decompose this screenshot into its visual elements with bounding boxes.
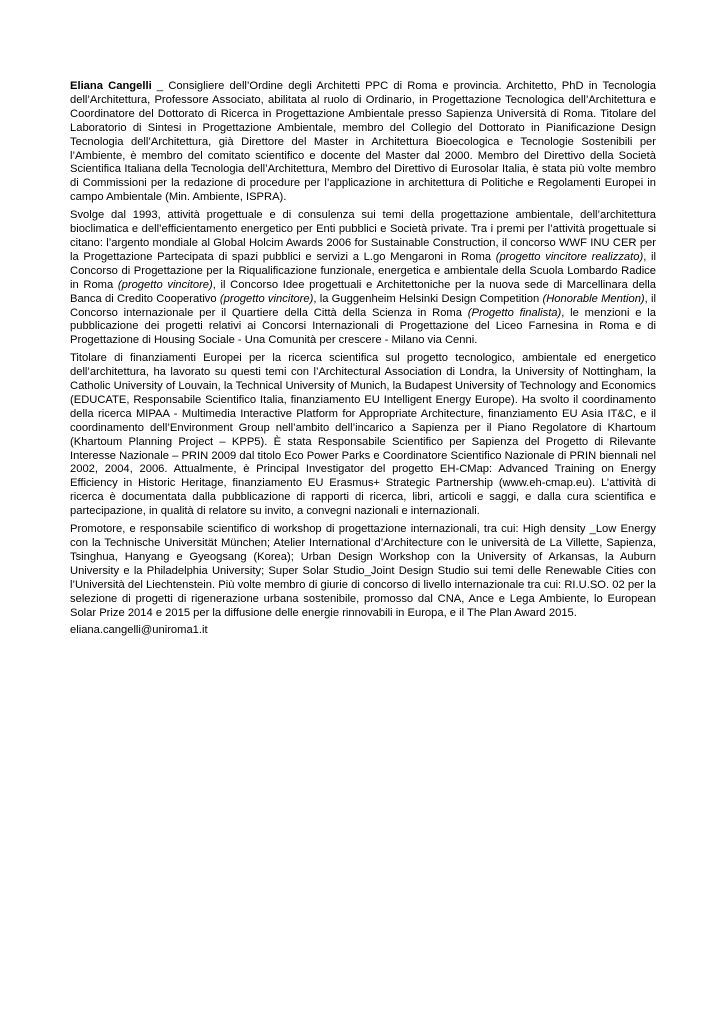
p2-text-6: , le menzioni e la pubblicazione dei progetti relativi ai Concorsi Internazionali di Progettazione del Liceo Farnesina in Roma e di Progettazione di Housing Sociale - Una Comunità per crescere - Milano via Cenni. bbox=[70, 306, 656, 347]
p2-text-5: , il Concorso internazionale per il Quartiere della Città della Scienza in Roma bbox=[70, 292, 657, 319]
p2-text-4: , la Guggenheim Helsinki Design Competition bbox=[313, 292, 543, 305]
bio-paragraph-4: Promotore, e responsabile scientifico di workshop di progettazione internazionali, tra cui: High density _Low Energy con la Technische Universität München; Atelier International d’Architecture con le università de La Villette, Sapienza, Tsinghua, Hanyang e Gyeogsang (Korea); Urban Design Workshop con la University of Arkansas, la Auburn University e la Philadelphia University; Super Solar Studio_Joint Design Studio sui temi delle Renewable Cities con l’Università del Liechtenstein. Più volte membro di giurie di concorso di livello internazionale tra cui: RI.U.SO. 02 per la selezione di progetti di rigenerazione urbana sostenibile, promosso dal CNA, Ance e Lega Ambiente, lo European Solar Prize 2014 e 2015 per la diffusione delle energie rinnovabili in Europa, e il The Plan Award 2015. bbox=[70, 523, 656, 619]
p2-text-2: , il Concorso di Progettazione per la Riqualificazione funzionale, energetica e ambientale della Scuola Lombardo Radice in Roma bbox=[70, 250, 657, 291]
p2-italic-2: (progetto vincitore) bbox=[117, 278, 213, 291]
author-name: Eliana Cangelli bbox=[70, 80, 152, 92]
p2-italic-4: (Honorable Mention) bbox=[542, 292, 645, 305]
p2-text-3: , il Concorso Idee progettuali e Architettoniche per la nuova sede di Marcellinara della Banca di Credito Cooperativo bbox=[70, 278, 656, 305]
p2-italic-5: (Progetto finalista) bbox=[467, 306, 562, 319]
contact-email[interactable]: eliana.cangelli@uniroma1.it bbox=[70, 624, 208, 637]
document-page bbox=[70, 80, 656, 638]
bio-paragraph-1-text: _ Consigliere dell’Ordine degli Architetti PPC di Roma e provincia. Architetto, PhD in Tecnologia dell’Architettura, Professore Associato, abilitata al ruolo di Ordinario, in Progettazione Tecnologica dell’Architettura e Coordinatore del Dottorato di Ricerca in Progettazione Ambientale presso Sapienza Università di Roma. Titolare del Laboratorio di Sintesi in Progettazione Ambientale, membro del Collegio del Dottorato in Pianificazione Design Tecnologia dell’Architettura, già Direttore del Master in Architettura Bioecologica e Tecnologie Sostenibili per l’Ambiente, è membro del comitato scientifico e docente del Master dal 2000. Membro del Direttivo della Società Scientifica Italiana della Tecnologia dell’Architettura, Membro del Direttivo di Eurosolar Italia, è stata più volte membro di Commissioni per la redazione di procedure per l’applicazione in architettura di Politiche e Regolamenti Europei in campo Ambientale (Min. Ambiente, ISPRA). bbox=[70, 80, 656, 204]
bio-paragraph-2 bbox=[70, 209, 656, 348]
bio-paragraph-3: Titolare di finanziamenti Europei per la ricerca scientifica sul progetto tecnologico, ambientale ed energetico dell’architettura, ha lavorato su questi temi con l’Architectural Association di Londra, la University of Nottingham, la Catholic University of Louvain, la Technical University of Munich, la Budapest University of Technology and Economics (EDUCATE, Responsabile Scientifico Italia, finanziamento EU Intelligent Energy Europe). Ha svolto il coordinamento della ricerca MIPAA - Multimedia Interactive Platform for Appropriate Architecture, finanziamento EU Asia IT&C, e il coordinamento dell’Environment Group nell’ambito dell’incarico a Sapienza per il Piano Regolatore di Khartoum (Khartoum Planning Project – KPP5). È stata Responsabile Scientifico per Sapienza del Progetto di Rilevante Interesse Nazionale – PRIN 2009 dal titolo Eco Power Parks e Coordinatore Scientifico Nazionale di PRIN biennali nel 2002, 2004, 2006. Attualmente, è Principal Investigator del progetto EH-CMap: Advanced Training on Energy Efficiency in Historic Heritage, finanziamento EU Erasmus+ Strategic Partnership (www.eh-cmap.eu). L’attività di ricerca è documentata dalla pubblicazione di rapporti di ricerca, libri, articoli e saggi, e dalla cura scientifica e partecipazione, in qualità di relatore su invito, a convegni nazionali e internazionali. bbox=[70, 352, 656, 518]
p2-text-1: Svolge dal 1993, attività progettuale e di consulenza sui temi della progettazione ambientale, dell’architettura bioclimatica e dell’efficientamento energetico per Enti pubblici e Società private. Tra i premi per l’attività progettuale si citano: l’argento mondiale al Global Holcim Awards 2006 for Sustainable Construction, il concorso WWF INU CER per la Progettazione Partecipata di spazi pubblici e servizi a L.go Mengaroni in Roma bbox=[70, 209, 656, 263]
p2-italic-1: (progetto vincitore realizzato) bbox=[495, 250, 644, 263]
bio-paragraph-1 bbox=[70, 80, 656, 205]
p2-italic-3: (progetto vincitore) bbox=[219, 292, 314, 305]
